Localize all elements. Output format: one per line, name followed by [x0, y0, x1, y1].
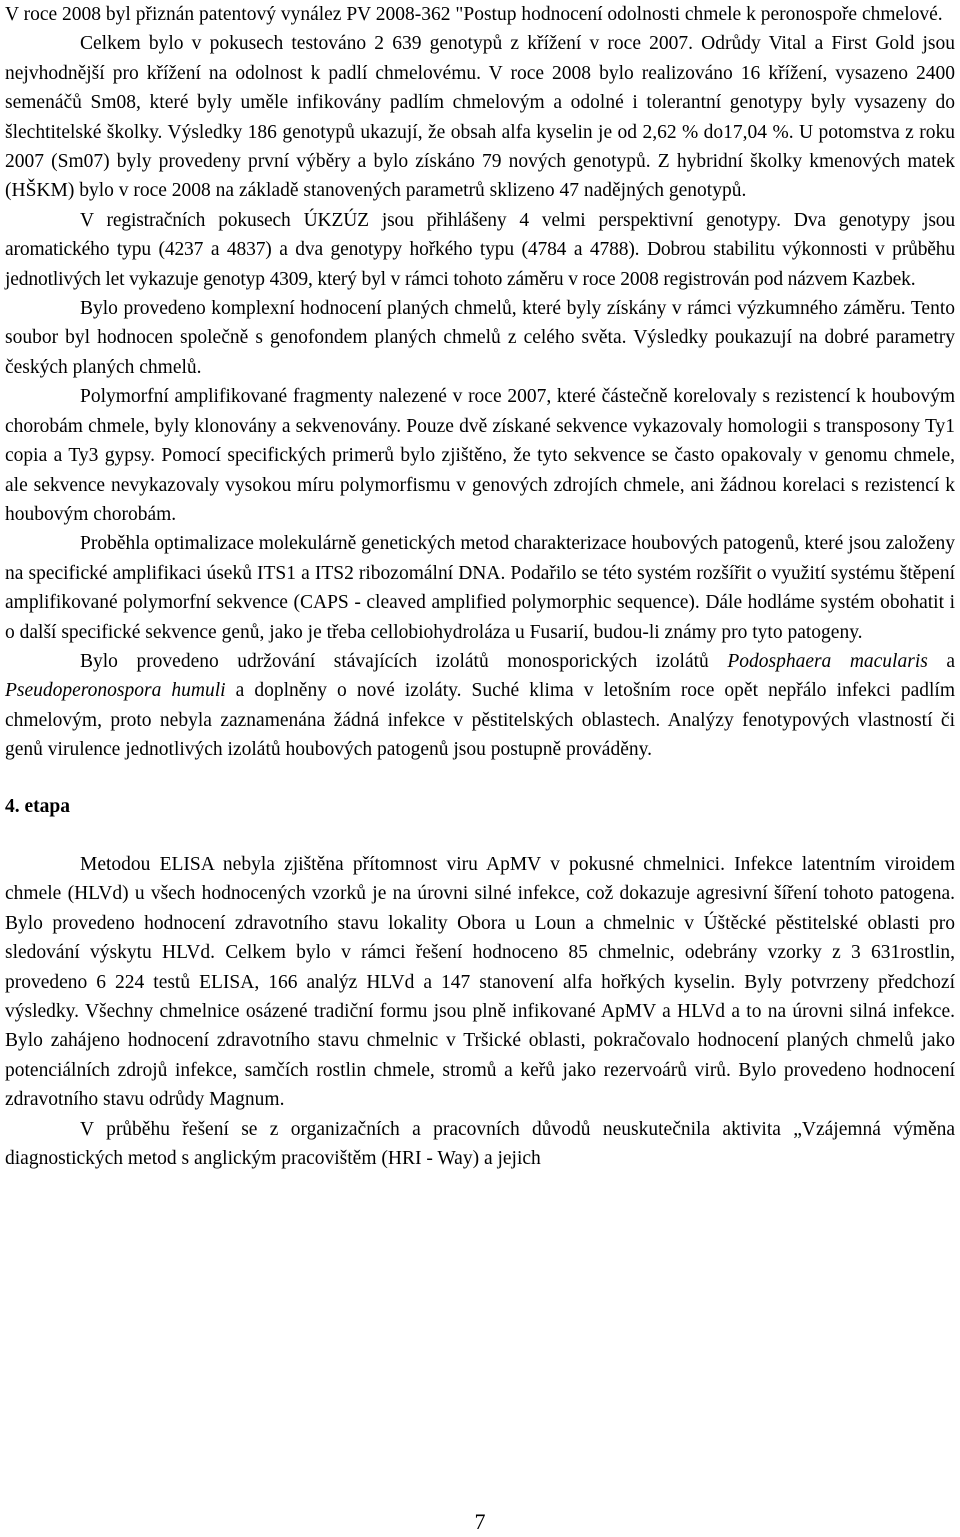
paragraph-genotypes-crossing: Celkem bylo v pokusech testováno 2 639 genotypů z křížení v roce 2007. Odrůdy Vital a First Gold jsou nejvhodnější pro křížení na odolnost k padlí chmelovému. V roce 2008 bylo realizováno 16 křížení, vysazeno 2400 semenáčů Sm08, které byly uměle infikovány padlím chmelovým a odolné i tolerantní genotypy byly vysazeny do šlechtitelské školky. Výsledky 186 genotypů ukazují, že obsah alfa kyselin je od 2,62 % do17,04 %. U potomstva z roku 2007 (Sm07) byly provedeny první výběry a bylo získáno 79 nových genotypů. Z hybridní školky kmenových matek (HŠKM) bylo v roce 2008 na základě stanovených parametrů sklizeno 47 nadějných genotypů. — [5, 33, 955, 202]
paragraph-polymorphic-fragments: Polymorfní amplifikované fragmenty nalezené v roce 2007, které částečně korelovaly s rezistencí k houbovým chorobám chmele, byly klonovány a sekvenovány. Pouze dvě získané sekvence vykazovaly homologii s transposony Ty1 copia a Ty3 gypsy. Pomocí specifických primerů bylo zjištěno, že tyto sekvence se často opakovaly v genomu chmele, ale sekvence nevykazovaly vysokou míru polymorfismu v genových zdrojích chmele, ani žádnou korelaci s rezistencí k houbovým chorobám. — [5, 386, 955, 525]
isolates-text-part1: Bylo provedeno udržování stávajících izolátů monosporických izolátů — [80, 650, 728, 672]
paragraph-registration-trials: V registračních pokusech ÚKZÚZ jsou přihlášeny 4 velmi perspektivní genotypy. Dva genotypy jsou aromatického typu (4237 a 4837) a dva genotypy hořkého typu (4784 a 4788). Dobrou stabilitu výkonnosti v průběhu jednotlivých let vykazuje genotyp 4309, který byl v rámci tohoto záměru v roce 2008 registrován pod názvem Kazbek. — [5, 209, 955, 290]
species-name-podosphaera: Podosphaera macularis — [727, 650, 928, 672]
paragraph-cooperation-activity: V průběhu řešení se z organizačních a pracovních důvodů neuskutečnila aktivita „Vzájemná výměna diagnostických metod s anglickým pracovištěm (HRI - Way) a jejich — [5, 1118, 955, 1170]
species-name-pseudoperonospora: Pseudoperonospora humuli — [5, 680, 226, 702]
section-heading-stage-4: 4. etapa — [5, 795, 70, 817]
isolates-text-part3: a doplněny o nové izoláty. Suché klima v letošním roce opět nepřálo infekci padlím chmelovým, proto nebyla zaznamenána žádná infekce v pěstitelských oblastech. Analýzy fenotypových vlastností či genů virulence jednotlivých izolátů houbových patogenů jsou postupně prováděny. — [5, 680, 955, 761]
document-page — [5, 0, 955, 1173]
paragraph-molecular-methods: Proběhla optimalizace molekulárně genetických metod charakterizace houbových patogenů, které jsou založeny na specifické amplifikaci úseků ITS1 a ITS2 ribozomální DNA. Podařilo se této systém rozšířit o využití systému štěpení amplifikované polymorfní sekvence (CAPS - cleaved amplified polymorphic sequence). Dále hodláme systém obohatit i o další specifické sekvence genů, jako je třeba cellobiohydroláza u Fusarií, budou-li známy pro tyto patogeny. — [5, 533, 955, 643]
paragraph-isolates — [5, 647, 955, 765]
paragraph-elisa-results: Metodou ELISA nebyla zjištěna přítomnost viru ApMV v pokusné chmelnici. Infekce latentním viroidem chmele (HLVd) u všech hodnocených vzorků je na úrovni silné infekce, což dokazuje agresivní šíření tohoto patogena. Bylo provedeno hodnocení zdravotního stavu lokality Obora u Loun a chmelnic v Úštěcké pěstitelské oblasti pro sledování výskytu HLVd. Celkem bylo v rámci řešení hodnoceno 85 chmelnic, odebrány vzorky z 3 631rostlin, provedeno 6 224 testů ELISA, 166 analýz HLVd a 147 stanovení alfa hořkých kyselin. Byly potvrzeny předchozí výsledky. Všechny chmelnice osázené tradiční formu jsou plně infikované ApMV a HLVd a to na úrovni silná infekce. Bylo zahájeno hodnocení zdravotního stavu chmelnic v Tršické oblasti, pokračovalo hodnocení planých chmelů jako potenciálních zdrojů infekce, samčích rostlin chmele, stromů a keřů jako rezervoárů virů. Bylo provedeno hodnocení zdravotního stavu odrůdy Magnum. — [5, 853, 955, 1111]
paragraph-patent: V roce 2008 byl přiznán patentový vynález PV 2008-362 "Postup hodnocení odolnosti chmele k peronospoře chmelové. — [5, 4, 943, 25]
isolates-text-part2: a — [927, 650, 956, 672]
page-number: 7 — [474, 1509, 486, 1534]
paragraph-wild-hops: Bylo provedeno komplexní hodnocení planých chmelů, které byly získány v rámci výzkumného záměru. Tento soubor byl hodnocen společně s genofondem planých chmelů z celého světa. Výsledky poukazují na dobré parametry českých planých chmelů. — [5, 298, 955, 378]
